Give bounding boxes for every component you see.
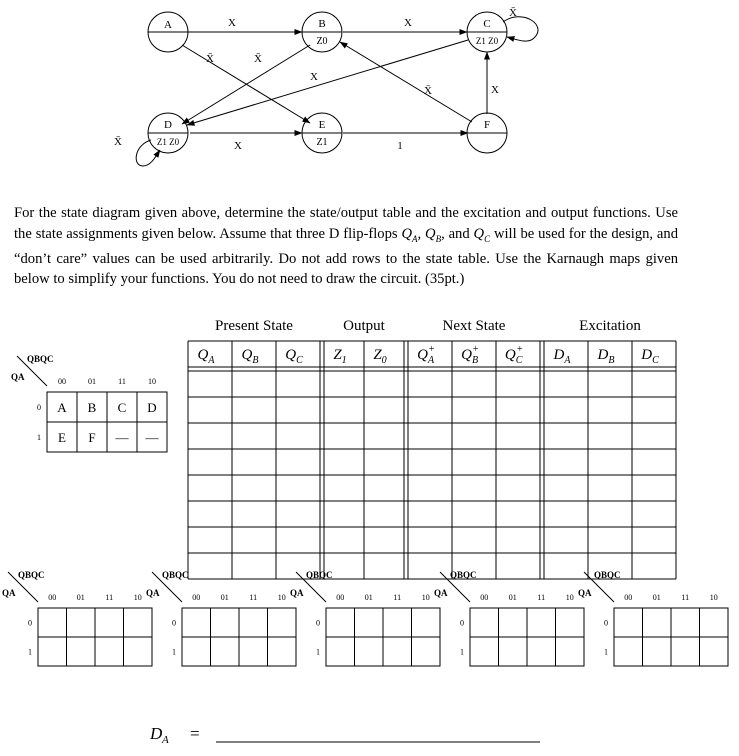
table-cell[interactable] (277, 450, 319, 474)
kmap-row-label: 0 (28, 618, 32, 628)
kmap-cell[interactable] (38, 608, 67, 637)
table-cell[interactable] (545, 424, 587, 448)
state-E-name: E (318, 119, 326, 131)
table-cell[interactable] (189, 398, 231, 422)
kmap-col-label: 00 (58, 377, 66, 386)
table-cell[interactable] (233, 450, 275, 474)
kmap-cell-value: B (87, 400, 97, 415)
arc-C-C-label: X̄ (509, 7, 517, 19)
table-col-2: $Q_C$ (285, 347, 303, 366)
state-diagram (0, 0, 739, 195)
table-cell[interactable] (365, 372, 403, 396)
kmap-cell[interactable] (95, 637, 124, 666)
kmap-col-label: 10 (709, 593, 718, 602)
kmap-row-var: QA (11, 372, 25, 382)
kmap-col-label: 00 (336, 593, 345, 602)
table-cell[interactable] (409, 528, 451, 552)
table-cell[interactable] (453, 424, 495, 448)
da-answer-svg (150, 722, 550, 750)
table-cell[interactable] (545, 476, 587, 500)
table-cell[interactable] (453, 450, 495, 474)
state-B-output: Z0 (316, 36, 328, 47)
table-cell[interactable] (189, 450, 231, 474)
table-cell[interactable] (365, 398, 403, 422)
table-cell[interactable] (545, 450, 587, 474)
kmap-cell[interactable] (470, 608, 499, 637)
table-cell[interactable] (633, 398, 675, 422)
table-cell[interactable] (453, 528, 495, 552)
table-cell[interactable] (365, 528, 403, 552)
table-cell[interactable] (633, 528, 675, 552)
table-cell[interactable] (189, 502, 231, 526)
kmap-cell[interactable] (527, 637, 556, 666)
table-cell[interactable] (409, 450, 451, 474)
table-cell[interactable] (589, 502, 631, 526)
empty-kmap-3 (290, 570, 440, 673)
table-cell[interactable] (325, 476, 363, 500)
arc-B-C-label: X (404, 17, 412, 29)
state-C-output: Z1 Z0 (475, 36, 499, 46)
table-cell[interactable] (409, 398, 451, 422)
table-cell[interactable] (277, 398, 319, 422)
table-cell[interactable] (409, 372, 451, 396)
kmap-col-label: 01 (652, 593, 661, 602)
state-F-name: F (483, 119, 491, 131)
kmap-cell[interactable] (614, 637, 643, 666)
kmap-cell-value: — (115, 430, 129, 445)
table-cell[interactable] (189, 528, 231, 552)
table-col-7: $Q_C+$ (504, 344, 524, 366)
kmap-col-label: 11 (393, 593, 402, 602)
table-cell[interactable] (409, 424, 451, 448)
kmap-cell[interactable] (614, 608, 643, 637)
arc-D-E-label: X (234, 140, 242, 152)
table-cell[interactable] (409, 554, 451, 578)
state-output-table (187, 315, 667, 577)
kmap-cell[interactable] (700, 637, 729, 666)
kmap-row-label: 0 (460, 618, 464, 628)
table-col-1: $Q_B$ (241, 347, 259, 366)
kmap-cell[interactable] (67, 608, 96, 637)
table-col-6: $Q_B+$ (461, 344, 479, 366)
kmap-row-label: 0 (172, 618, 176, 628)
kmap-cell[interactable] (643, 608, 672, 637)
table-cell[interactable] (409, 502, 451, 526)
kmap-cell[interactable] (38, 637, 67, 666)
kmap-cell[interactable] (211, 608, 240, 637)
kmap-row-var: QA (2, 588, 16, 598)
table-cell[interactable] (325, 424, 363, 448)
kmap-col-label: 00 (480, 593, 489, 602)
kmap-cell[interactable] (211, 637, 240, 666)
table-col-0: $Q_A$ (197, 347, 215, 366)
empty-kmap-1 (2, 570, 152, 673)
problem-statement: For the state diagram given above, determine the state/output table and the excitation and output functions. Use the state assignments given below. Assume that three D flip-flops $Q_A$, $Q_B$, and $Q_C$ will be used for the design, and “don’t care” values can be used arbitrarily. Do not add rows to the state table. Use the Karnaugh maps given below to simplify your functions. You do not need to draw the circuit. (35pt.) (14, 205, 679, 288)
table-cell[interactable] (189, 372, 231, 396)
table-cell[interactable] (545, 528, 587, 552)
kmap-cell[interactable] (355, 608, 384, 637)
kmap-cell[interactable] (643, 637, 672, 666)
kmap-col-label: 00 (624, 593, 633, 602)
kmap-col-label: 10 (421, 593, 430, 602)
arc-A-E-label: X̄ (254, 53, 262, 65)
table-cell[interactable] (325, 528, 363, 552)
state-C-name: C (483, 18, 491, 30)
kmap-col-var: QBQC (27, 354, 54, 364)
kmap-cell-value: F (88, 430, 96, 445)
kmap-col-var: QBQC (18, 570, 45, 580)
kmap-cell[interactable] (499, 637, 528, 666)
kmap-cell[interactable] (671, 608, 700, 637)
kmap-col-label: 10 (277, 593, 286, 602)
kmap-col-label: 10 (148, 377, 156, 386)
table-cell[interactable] (233, 502, 275, 526)
kmap-cell[interactable] (239, 637, 268, 666)
kmap-col-label: 11 (249, 593, 258, 602)
arc-F-C-label: X (491, 84, 499, 96)
table-col-9: $D_B$ (597, 347, 615, 366)
arc-C-C (503, 17, 538, 41)
table-cell[interactable] (497, 502, 539, 526)
table-cell[interactable] (233, 372, 275, 396)
kmap-row-var: QA (290, 588, 304, 598)
kmap-row-label: 1 (604, 647, 608, 657)
table-cell[interactable] (365, 502, 403, 526)
kmap-cell[interactable] (326, 637, 355, 666)
kmap-row-label: 0 (604, 618, 608, 628)
table-group-2: Next State (442, 318, 506, 334)
kmap-cell-value: E (58, 430, 66, 445)
kmap-cell[interactable] (355, 637, 384, 666)
kmap-cell[interactable] (383, 637, 412, 666)
kmap-cell-value: D (147, 400, 157, 415)
table-cell[interactable] (589, 528, 631, 552)
table-col-8: $D_A$ (553, 347, 571, 366)
kmap-cell[interactable] (470, 637, 499, 666)
da-answer (150, 722, 550, 755)
table-cell[interactable] (189, 554, 231, 578)
kmap-row-var: QA (434, 588, 448, 598)
kmap-col-var: QBQC (594, 570, 621, 580)
table-col-4: $Z_0$ (373, 347, 387, 366)
da-label: D (150, 724, 163, 743)
table-cell[interactable] (189, 424, 231, 448)
state-A-name: A (164, 19, 172, 31)
kmap-col-label: 11 (537, 593, 546, 602)
table-cell[interactable] (233, 398, 275, 422)
table-cell[interactable] (497, 424, 539, 448)
table-cell[interactable] (453, 398, 495, 422)
kmap-col-label: 01 (508, 593, 517, 602)
kmap-row-label: 1 (37, 433, 41, 442)
kmap-cell[interactable] (182, 608, 211, 637)
table-col-10: $D_C$ (641, 347, 659, 366)
kmap-col-label: 00 (192, 593, 201, 602)
kmap-row-label: 1 (316, 647, 320, 657)
kmap-cell[interactable] (67, 637, 96, 666)
table-cell[interactable] (365, 554, 403, 578)
table-cell[interactable] (277, 476, 319, 500)
state-B-name: B (318, 18, 326, 30)
kmap-col-label: 01 (220, 593, 229, 602)
table-cell[interactable] (497, 372, 539, 396)
table-group-3: Excitation (579, 318, 641, 334)
kmap-row-label: 0 (316, 618, 320, 628)
kmap-cell[interactable] (326, 608, 355, 637)
table-cell[interactable] (589, 476, 631, 500)
kmap-cell[interactable] (671, 637, 700, 666)
kmap-row-var: QA (146, 588, 160, 598)
arc-F-B-label: X̄ (424, 85, 432, 97)
arc-D-D-label: X̄ (114, 136, 122, 148)
table-cell[interactable] (633, 424, 675, 448)
table-cell[interactable] (277, 528, 319, 552)
empty-kmap-2 (146, 570, 296, 673)
table-cell[interactable] (233, 476, 275, 500)
table-cell[interactable] (589, 398, 631, 422)
table-cell[interactable] (233, 554, 275, 578)
table-cell[interactable] (409, 476, 451, 500)
kmap-col-label: 10 (133, 593, 142, 602)
kmap-col-label: 01 (364, 593, 373, 602)
state-D-name: D (164, 119, 172, 131)
table-cell[interactable] (453, 476, 495, 500)
table-col-3: $Z_1$ (333, 347, 347, 366)
table-cell[interactable] (545, 554, 587, 578)
table-cell[interactable] (365, 450, 403, 474)
table-cell[interactable] (365, 476, 403, 500)
table-cell[interactable] (233, 424, 275, 448)
table-cell[interactable] (545, 372, 587, 396)
table-group-0: Present State (215, 318, 293, 334)
kmap-col-var: QBQC (450, 570, 477, 580)
table-group-1: Output (343, 318, 385, 334)
table-cell[interactable] (589, 372, 631, 396)
table-cell[interactable] (325, 502, 363, 526)
da-equals: = (190, 724, 200, 743)
table-cell[interactable] (453, 372, 495, 396)
empty-kmap-5 (578, 570, 728, 673)
table-cell[interactable] (325, 450, 363, 474)
da-subscript: A (162, 734, 169, 746)
table-cell[interactable] (365, 424, 403, 448)
arc-C-D (187, 40, 468, 125)
arc-C-D-label: X (310, 71, 318, 83)
state-E-output: Z1 (316, 137, 328, 148)
empty-kmap-4 (434, 570, 584, 673)
kmap-col-var: QBQC (306, 570, 333, 580)
kmap-cell-value: — (145, 430, 159, 445)
kmap-col-var: QBQC (162, 570, 189, 580)
arc-F-B (340, 42, 472, 122)
arc-A-B-label: X (228, 17, 236, 29)
table-cell[interactable] (277, 372, 319, 396)
kmap-col-label: 11 (118, 377, 126, 386)
table-cell[interactable] (453, 502, 495, 526)
kmap-cell[interactable] (182, 637, 211, 666)
kmap-row-label: 0 (37, 403, 41, 412)
kmap-col-label: 01 (88, 377, 96, 386)
kmap-cell[interactable] (499, 608, 528, 637)
kmap-row-label: 1 (172, 647, 176, 657)
kmap-cell[interactable] (95, 608, 124, 637)
kmap-cell[interactable] (527, 608, 556, 637)
kmap-col-label: 01 (76, 593, 85, 602)
kmap-col-label: 11 (681, 593, 690, 602)
state-A (148, 12, 188, 52)
table-cell[interactable] (277, 424, 319, 448)
kmap-col-label: 00 (48, 593, 57, 602)
kmap-cell[interactable] (239, 608, 268, 637)
table-cell[interactable] (497, 450, 539, 474)
table-cell[interactable] (325, 398, 363, 422)
table-cell[interactable] (325, 372, 363, 396)
kmap-row-label: 1 (460, 647, 464, 657)
table-cell[interactable] (497, 476, 539, 500)
table-cell[interactable] (589, 450, 631, 474)
state-assignment-map (10, 354, 170, 482)
kmap-row-var: QA (578, 588, 592, 598)
table-col-5: $Q_A+$ (417, 344, 435, 366)
table-cell[interactable] (277, 502, 319, 526)
kmap-cell[interactable] (700, 608, 729, 637)
table-cell[interactable] (497, 528, 539, 552)
kmap-cell-value: A (57, 400, 67, 415)
table-cell[interactable] (233, 528, 275, 552)
table-cell[interactable] (545, 502, 587, 526)
kmap-cell[interactable] (383, 608, 412, 637)
table-cell[interactable] (189, 476, 231, 500)
state-D-output: Z1 Z0 (156, 137, 180, 147)
table-cell[interactable] (497, 398, 539, 422)
table-cell[interactable] (633, 372, 675, 396)
kmap-row-label: 1 (28, 647, 32, 657)
table-cell[interactable] (633, 476, 675, 500)
table-cell[interactable] (497, 554, 539, 578)
table-cell[interactable] (633, 502, 675, 526)
table-cell[interactable] (633, 554, 675, 578)
kmap-col-label: 10 (565, 593, 574, 602)
kmap-cell-value: C (117, 400, 127, 415)
arc-E-F-label: 1 (397, 140, 403, 152)
table-cell[interactable] (633, 450, 675, 474)
table-cell[interactable] (589, 424, 631, 448)
arc-B-D-label: X̄ (206, 53, 214, 65)
table-cell[interactable] (545, 398, 587, 422)
kmap-col-label: 11 (105, 593, 114, 602)
